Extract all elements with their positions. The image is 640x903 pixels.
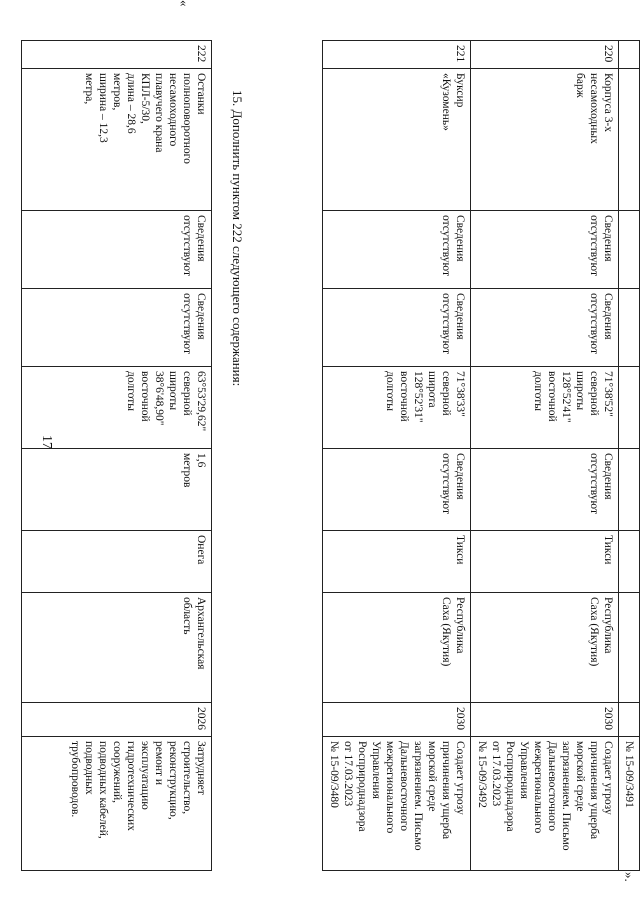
table-cell: 71°38'33" северной широта 128°52'31" восточной долготы [323, 367, 471, 449]
table-cell [619, 703, 640, 737]
table-cell: Архангельская область [22, 593, 212, 703]
table-cell: Затрудняет строительство, реконструкцию, ремонт и эксплуатацию гидротехнических сооружений, подводных кабелей, подводных трубопроводов. [22, 737, 212, 871]
table-cell: Создает угрозу причинения ущерба морской среде загрязнением. Письмо Дальневосточного межрегионального Управления Росприроднадзора от 17.03.2023 № 15-09/3480 [323, 737, 471, 871]
table-cell: 2030 [323, 703, 471, 737]
table-cell: Тикси [471, 531, 619, 593]
table-cell: 221 [323, 41, 471, 69]
table-row [323, 41, 471, 871]
table-cell: Тикси [323, 531, 471, 593]
closing-quote: ». [622, 872, 637, 882]
table-cell: Республика Саха (Якутия) [471, 593, 619, 703]
table-cell [619, 593, 640, 703]
table-row [471, 41, 619, 871]
table-cell: № 15-09/3491 [619, 737, 640, 871]
registry-table-bottom [21, 40, 212, 871]
table-cell: Онега [22, 531, 212, 593]
table-cell [619, 289, 640, 367]
table-cell [619, 367, 640, 449]
table-cell: 2026 [22, 703, 212, 737]
page-number: 17 [39, 435, 54, 449]
table-cell [619, 531, 640, 593]
table-cell: Сведения отсутствуют [323, 211, 471, 289]
table-cell: Буксир «Кузомень» [323, 69, 471, 211]
registry-table-top [322, 40, 640, 871]
table-cell: Республика Саха (Якутия) [323, 593, 471, 703]
table-cell: Сведения отсутствуют [22, 289, 212, 367]
table-cell: 222 [22, 41, 212, 69]
table-cell [619, 449, 640, 531]
table-cell: 71°38'52" северной широты 128°52'41" восточной долготы [471, 367, 619, 449]
table-cell: 1,6 метров [22, 449, 212, 531]
table-cell: Сведения отсутствуют [323, 289, 471, 367]
table-cell: Создает угрозу причинения ущерба морской среде загрязнением. Письмо Дальневосточного межрегионального Управления Росприроднадзора от 17.03.2023 № 15-09/3492 [471, 737, 619, 871]
table-cell [619, 41, 640, 69]
table-cell [619, 69, 640, 211]
table-cell: Сведения отсутствуют [22, 211, 212, 289]
table-row [619, 41, 640, 871]
table-cell: Сведения отсутствуют [471, 211, 619, 289]
table-cell: 63°53'29,62" северной широты 38°6'48,90" восточной долготы [22, 367, 212, 449]
table-cell: Корпуса 3-х несамоходных барж [471, 69, 619, 211]
table-row [22, 41, 212, 871]
table-cell: Сведения отсутствуют [471, 449, 619, 531]
table-cell: Сведения отсутствуют [471, 289, 619, 367]
table-cell: 220 [471, 41, 619, 69]
table-cell [619, 211, 640, 289]
opening-quote: « [177, 0, 192, 7]
amendment-instruction: 15. Дополнить пунктом 222 следующего содержания: [230, 90, 245, 387]
table-cell: 2030 [471, 703, 619, 737]
table-cell: Останки полноповоротного несамоходного плавучего крана КПЛ-5/30, длина – 28,6 метров, ширина – 12,3 метра, [22, 69, 212, 211]
table-cell: Сведения отсутствуют [323, 449, 471, 531]
